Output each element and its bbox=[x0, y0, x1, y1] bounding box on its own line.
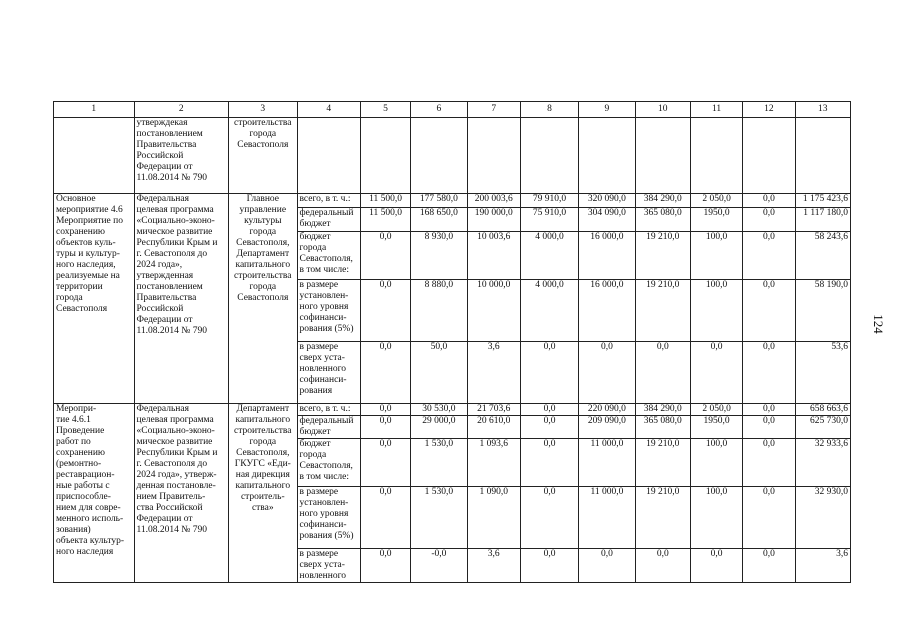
funding-source-cell: бюджет города Севастополя, в том числе: bbox=[297, 439, 360, 487]
funding-source-cell: федеральный бюджет bbox=[297, 416, 360, 439]
amount-cell: 1 530,0 bbox=[411, 487, 467, 549]
amount-cell: 30 530,0 bbox=[411, 404, 467, 416]
amount-cell: 0,0 bbox=[743, 487, 795, 549]
amount-cell: 0,0 bbox=[743, 416, 795, 439]
funding-source-cell: бюджет города Севастополя, в том числе: bbox=[297, 232, 360, 280]
cell-empty bbox=[520, 118, 578, 194]
continuation-row bbox=[54, 118, 851, 194]
amount-cell: 4 000,0 bbox=[520, 280, 578, 342]
amount-cell: 0,0 bbox=[520, 404, 578, 416]
header-col-1: 1 bbox=[54, 102, 135, 118]
amount-cell: 365 080,0 bbox=[635, 416, 690, 439]
header-col-13: 13 bbox=[795, 102, 850, 118]
amount-cell: 1 117 180,0 bbox=[795, 208, 850, 232]
amount-cell: 11 500,0 bbox=[360, 194, 410, 208]
cell-empty bbox=[795, 118, 850, 194]
amount-cell: 365 080,0 bbox=[635, 208, 690, 232]
amount-cell: 190 000,0 bbox=[467, 208, 520, 232]
page-number: 124 bbox=[870, 314, 886, 334]
funding-source-cell: всего, в т. ч.: bbox=[297, 404, 360, 416]
amount-cell: 10 003,6 bbox=[467, 232, 520, 280]
header-col-7: 7 bbox=[467, 102, 520, 118]
amount-cell: 58 243,6 bbox=[795, 232, 850, 280]
activity-block-4-6-1 bbox=[54, 404, 851, 583]
cell-empty bbox=[743, 118, 795, 194]
amount-cell: 1 093,6 bbox=[467, 439, 520, 487]
amount-cell: 0,0 bbox=[520, 416, 578, 439]
amount-cell: 4 000,0 bbox=[520, 232, 578, 280]
amount-cell: 53,6 bbox=[795, 342, 850, 404]
amount-cell: 100,0 bbox=[690, 232, 742, 280]
amount-cell: 3,6 bbox=[795, 549, 850, 583]
amount-cell: 3,6 bbox=[467, 342, 520, 404]
amount-cell: 1 530,0 bbox=[411, 439, 467, 487]
amount-cell: 0,0 bbox=[743, 549, 795, 583]
amount-cell: 21 703,6 bbox=[467, 404, 520, 416]
amount-cell: 304 090,0 bbox=[579, 208, 635, 232]
amount-cell: 0,0 bbox=[360, 342, 410, 404]
funding-source-cell: в размере установлен- ного уровня софинанси- рования (5%) bbox=[297, 487, 360, 549]
amount-cell: 384 290,0 bbox=[635, 194, 690, 208]
amount-cell: 0,0 bbox=[743, 208, 795, 232]
amount-cell: 11 000,0 bbox=[579, 487, 635, 549]
amount-cell: 168 650,0 bbox=[411, 208, 467, 232]
amount-cell: 1 175 423,6 bbox=[795, 194, 850, 208]
header-col-8: 8 bbox=[520, 102, 578, 118]
cell-empty bbox=[690, 118, 742, 194]
activity-name-cell: Основное мероприятие 4.6 Мероприятие по сохранению объектов куль- туры и культур- ного наследия, реализуемые на территории города Севастополя bbox=[54, 194, 135, 404]
amount-cell: 0,0 bbox=[520, 549, 578, 583]
amount-cell: 0,0 bbox=[360, 549, 410, 583]
funding-source-cell: в размере установлен- ного уровня софинанси- рования (5%) bbox=[297, 280, 360, 342]
amount-cell: 220 090,0 bbox=[579, 404, 635, 416]
funding-source-cell: в размере сверх уста- новленного bbox=[297, 549, 360, 583]
amount-cell: 58 190,0 bbox=[795, 280, 850, 342]
amount-cell: 0,0 bbox=[579, 342, 635, 404]
amount-cell: 0,0 bbox=[360, 487, 410, 549]
program-cell: Федеральная целевая программа «Социально-эконо- мическое развитие Республики Крым и г. Севастополя до 2024 года», утверж- денная постановле- нием Правитель- ства Российской Федерации от 11.08.2014 № 790 bbox=[134, 404, 229, 583]
cell-empty bbox=[54, 118, 135, 194]
amount-cell: 0,0 bbox=[743, 342, 795, 404]
cell-empty bbox=[579, 118, 635, 194]
amount-cell: 19 210,0 bbox=[635, 439, 690, 487]
amount-cell: 1 090,0 bbox=[467, 487, 520, 549]
activity-block-4-6 bbox=[54, 194, 851, 404]
executor-cell: Департамент капитального строительства города Севастополя, ГКУГС «Еди- ная дирекция капитального строитель- ства» bbox=[229, 404, 297, 583]
funding-row bbox=[54, 194, 851, 208]
amount-cell: 1950,0 bbox=[690, 416, 742, 439]
amount-cell: 8 880,0 bbox=[411, 280, 467, 342]
amount-cell: 1950,0 bbox=[690, 208, 742, 232]
amount-cell: 11 000,0 bbox=[579, 439, 635, 487]
amount-cell: 29 000,0 bbox=[411, 416, 467, 439]
cell-empty bbox=[411, 118, 467, 194]
executor-cell: Главное управление культуры города Севастополя, Департамент капитального строительства города Севастополя bbox=[229, 194, 297, 404]
funding-row bbox=[54, 404, 851, 416]
amount-cell: 2 050,0 bbox=[690, 404, 742, 416]
header-col-11: 11 bbox=[690, 102, 742, 118]
amount-cell: 75 910,0 bbox=[520, 208, 578, 232]
cell-empty bbox=[360, 118, 410, 194]
amount-cell: 19 210,0 bbox=[635, 232, 690, 280]
amount-cell: 100,0 bbox=[690, 439, 742, 487]
program-cell: Федеральная целевая программа «Социально-эконо- мическое развитие Республики Крым и г. Севастополя до 2024 года», утвержденная постановлением Правительства Российской Федерации от 11.08.2014 № 790 bbox=[134, 194, 229, 404]
header-col-12: 12 bbox=[743, 102, 795, 118]
activity-name-cell: Меропри- тие 4.6.1 Проведение работ по сохранению (ремонтно- реставрацион- ные работы с приспособле- нием для совре- менного исполь- зования) объекта культур- ного наследия bbox=[54, 404, 135, 583]
amount-cell: 209 090,0 bbox=[579, 416, 635, 439]
amount-cell: 0,0 bbox=[520, 342, 578, 404]
amount-cell: 10 000,0 bbox=[467, 280, 520, 342]
amount-cell: 0,0 bbox=[520, 487, 578, 549]
amount-cell: 200 003,6 bbox=[467, 194, 520, 208]
amount-cell: 19 210,0 bbox=[635, 280, 690, 342]
amount-cell: 0,0 bbox=[690, 549, 742, 583]
amount-cell: 3,6 bbox=[467, 549, 520, 583]
header-row bbox=[54, 102, 851, 118]
amount-cell: 100,0 bbox=[690, 280, 742, 342]
amount-cell: 32 933,6 bbox=[795, 439, 850, 487]
amount-cell: 0,0 bbox=[360, 439, 410, 487]
amount-cell: 32 930,0 bbox=[795, 487, 850, 549]
amount-cell: 79 910,0 bbox=[520, 194, 578, 208]
amount-cell: 8 930,0 bbox=[411, 232, 467, 280]
amount-cell: 0,0 bbox=[360, 232, 410, 280]
funding-source-cell: в размере сверх уста- новленного софинанси- рования bbox=[297, 342, 360, 404]
continuation-program-cell: утверждекая постановлением Правительства Российской Федерации от 11.08.2014 № 790 bbox=[134, 118, 229, 194]
header-col-9: 9 bbox=[579, 102, 635, 118]
amount-cell: 0,0 bbox=[520, 439, 578, 487]
amount-cell: 100,0 bbox=[690, 487, 742, 549]
cell-empty bbox=[635, 118, 690, 194]
amount-cell: 0,0 bbox=[743, 194, 795, 208]
amount-cell: 0,0 bbox=[743, 439, 795, 487]
amount-cell: 0,0 bbox=[635, 549, 690, 583]
amount-cell: 19 210,0 bbox=[635, 487, 690, 549]
cell-empty bbox=[297, 118, 360, 194]
amount-cell: 0,0 bbox=[360, 280, 410, 342]
amount-cell: 625 730,0 bbox=[795, 416, 850, 439]
amount-cell: 11 500,0 bbox=[360, 208, 410, 232]
amount-cell: -0,0 bbox=[411, 549, 467, 583]
amount-cell: 0,0 bbox=[360, 416, 410, 439]
continuation-executor-cell: строительства города Севастополя bbox=[229, 118, 297, 194]
amount-cell: 0,0 bbox=[743, 404, 795, 416]
amount-cell: 0,0 bbox=[743, 280, 795, 342]
amount-cell: 2 050,0 bbox=[690, 194, 742, 208]
amount-cell: 177 580,0 bbox=[411, 194, 467, 208]
header-col-10: 10 bbox=[635, 102, 690, 118]
header-col-3: 3 bbox=[229, 102, 297, 118]
amount-cell: 0,0 bbox=[743, 232, 795, 280]
amount-cell: 0,0 bbox=[360, 404, 410, 416]
funding-source-cell: федеральный бюджет bbox=[297, 208, 360, 232]
header-col-2: 2 bbox=[134, 102, 229, 118]
cell-empty bbox=[467, 118, 520, 194]
funding-source-cell: всего, в т. ч.: bbox=[297, 194, 360, 208]
amount-cell: 384 290,0 bbox=[635, 404, 690, 416]
amount-cell: 658 663,6 bbox=[795, 404, 850, 416]
header-col-5: 5 bbox=[360, 102, 410, 118]
budget-table bbox=[53, 101, 851, 583]
amount-cell: 20 610,0 bbox=[467, 416, 520, 439]
amount-cell: 0,0 bbox=[579, 549, 635, 583]
amount-cell: 320 090,0 bbox=[579, 194, 635, 208]
amount-cell: 0,0 bbox=[690, 342, 742, 404]
header-col-6: 6 bbox=[411, 102, 467, 118]
amount-cell: 50,0 bbox=[411, 342, 467, 404]
amount-cell: 0,0 bbox=[635, 342, 690, 404]
amount-cell: 16 000,0 bbox=[579, 232, 635, 280]
header-col-4: 4 bbox=[297, 102, 360, 118]
amount-cell: 16 000,0 bbox=[579, 280, 635, 342]
